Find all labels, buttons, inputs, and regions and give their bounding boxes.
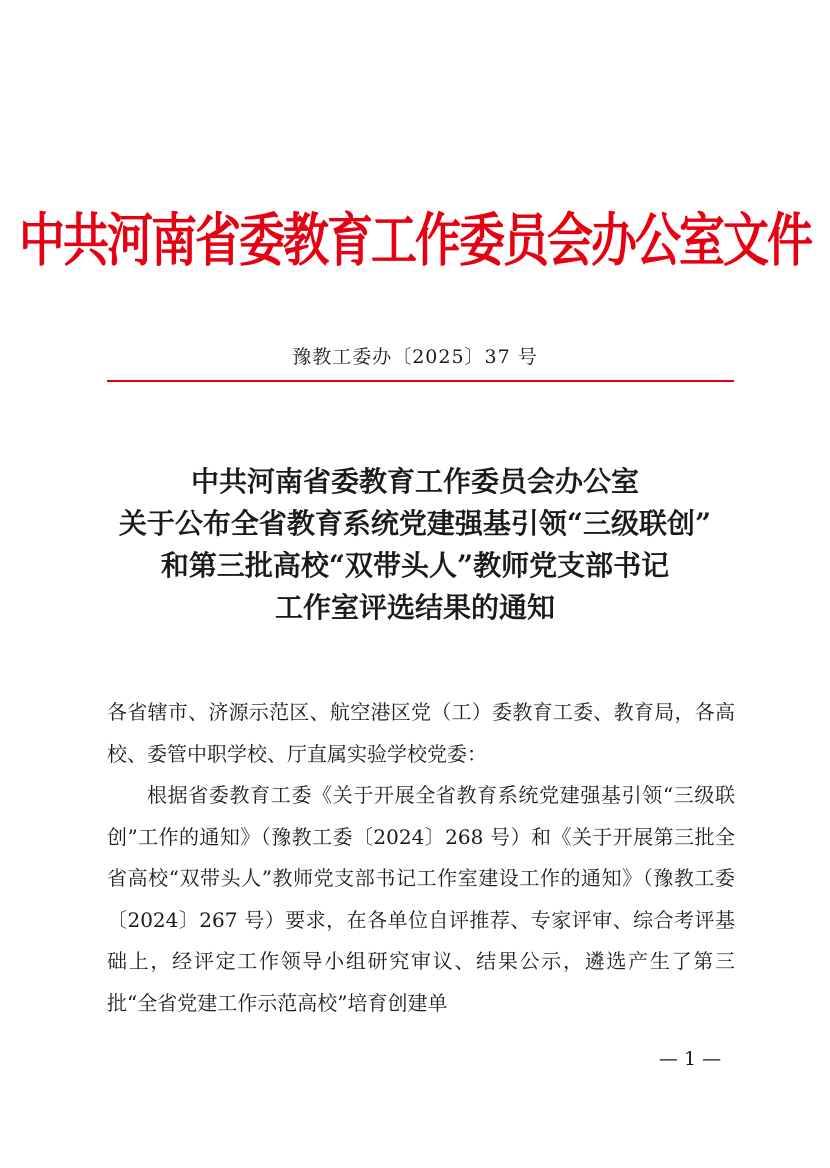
document-header-title: 中共河南省委教育工作委员会办公室文件 xyxy=(19,206,811,274)
notice-title-line-1: 中共河南省委教育工作委员会办公室 xyxy=(190,465,639,498)
page-number: — 1 — xyxy=(658,1048,722,1070)
red-divider-line xyxy=(107,380,734,382)
notice-title-line-3: 和第三批高校“双带头人”教师党支部书记 xyxy=(160,549,670,582)
notice-title xyxy=(0,461,830,629)
document-body xyxy=(107,692,735,1024)
notice-title-line-4: 工作室评选结果的通知 xyxy=(274,591,555,624)
addressee: 各省辖市、济源示范区、航空港区党（工）委教育工委、教育局，各高校、委管中职学校、厅直属实验学校党委： xyxy=(107,700,735,766)
document-number: 豫教工委办〔2025〕37 号 xyxy=(292,346,538,368)
notice-title-line-2: 关于公布全省教育系统党建强基引领“三级联创” xyxy=(118,507,712,540)
body-paragraph-1: 根据省委教育工委《关于开展全省教育系统党建强基引领“三级联创”工作的通知》（豫教工委〔2024〕268 号）和《关于开展第三批全省高校“双带头人”教师党支部书记工作室建设工作的通知》（豫教工委〔2024〕267 号）要求，在各单位自评推荐、专家评审、综合考评基础上，经评定工作领导小组研究审议、结果公示，遴选产生了第三批“全省党建工作示范高校”培育创建单 xyxy=(107,783,735,1015)
